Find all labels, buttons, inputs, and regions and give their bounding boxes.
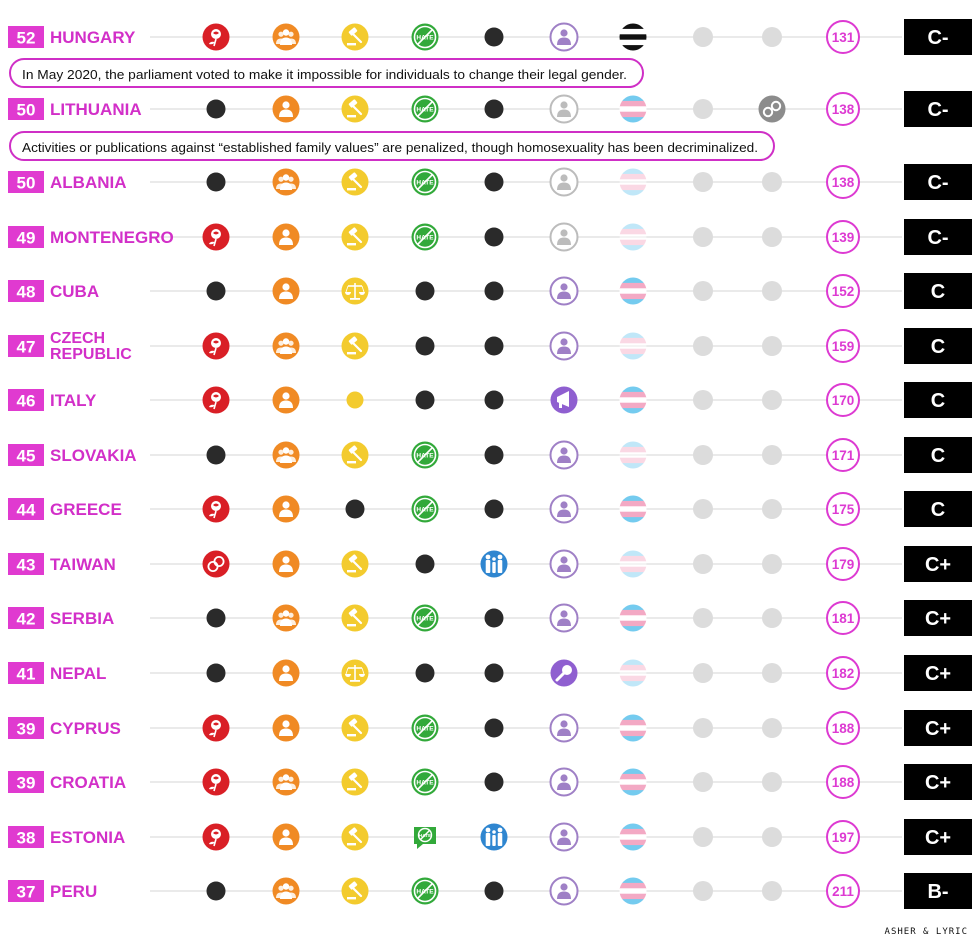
note-text: Activities or publications against “established family values” are penalized, though homosexuality has been decriminalized. (22, 140, 758, 155)
table-row (8, 655, 972, 691)
table-row (8, 382, 972, 418)
trans-flag (620, 605, 647, 632)
no-hate-icon (412, 442, 439, 469)
score-value: 179 (831, 557, 855, 572)
svg-text:HATE: HATE (416, 234, 434, 242)
table-row (8, 19, 972, 55)
country-note (10, 132, 774, 160)
country-name: TAIWAN (50, 555, 116, 574)
score-value: 197 (831, 830, 855, 845)
rank-label: 48 (16, 282, 36, 302)
dot (416, 664, 435, 683)
table-row (8, 764, 972, 800)
note-text: In May 2020, the parliament voted to make it impossible for individuals to change their legal gender. (22, 67, 627, 82)
empty (693, 336, 713, 356)
grade-label: C+ (924, 718, 952, 740)
empty (762, 227, 782, 247)
person-icon (551, 278, 578, 305)
grade-label: B- (927, 881, 949, 903)
empty (693, 281, 713, 301)
gavel-icon (342, 824, 369, 851)
dot (207, 173, 226, 192)
grade-label: C- (927, 99, 949, 121)
country-name: GREECE (50, 500, 122, 519)
person-icon (551, 496, 578, 523)
dot (485, 719, 504, 738)
rank-label: 45 (16, 446, 36, 466)
gavel-icon (342, 333, 369, 360)
dot (207, 446, 226, 465)
score-value: 138 (831, 175, 855, 190)
table-row (8, 273, 972, 309)
handcuffs-icon (759, 96, 786, 123)
country-name: CUBA (50, 282, 100, 301)
person-icon (273, 551, 300, 578)
grade-label: C+ (924, 554, 952, 576)
gavel-icon (342, 605, 369, 632)
person-icon (551, 24, 578, 51)
rank-label: 37 (16, 882, 36, 902)
trans-flag (620, 496, 647, 523)
rank-label: 43 (16, 555, 36, 575)
family-icon (481, 551, 508, 578)
svg-text:HATE: HATE (416, 34, 434, 42)
table-row (8, 437, 972, 473)
empty (762, 172, 782, 192)
table-row (8, 491, 972, 527)
score-value: 175 (831, 502, 855, 517)
score-value: 170 (831, 393, 855, 408)
grade-label: C- (927, 27, 949, 49)
rank-label: 39 (16, 719, 36, 739)
trans-flag (620, 278, 647, 305)
rank-label: 44 (16, 500, 36, 520)
svg-text:HATE: HATE (416, 615, 434, 623)
empty (693, 445, 713, 465)
dot (416, 391, 435, 410)
dot (485, 228, 504, 247)
group-icon (273, 769, 300, 796)
hate-chat-icon (414, 827, 436, 849)
trans-flag (620, 387, 647, 414)
scales-icon (342, 278, 369, 305)
dot (207, 100, 226, 119)
svg-text:HATE: HATE (416, 779, 434, 787)
empty (693, 499, 713, 519)
empty (693, 172, 713, 192)
gavel-icon (342, 96, 369, 123)
score-value: 211 (832, 884, 854, 899)
score-value: 188 (831, 775, 855, 790)
person-icon (551, 333, 578, 360)
person-icon (551, 442, 578, 469)
gavel-icon (342, 24, 369, 51)
country-name: SLOVAKIA (50, 446, 137, 465)
group-icon (273, 605, 300, 632)
microphone-icon (551, 660, 578, 687)
grade-label: C+ (924, 608, 952, 630)
score-value: 159 (831, 339, 855, 354)
rose-icon (203, 769, 230, 796)
dot (416, 337, 435, 356)
person-icon (551, 551, 578, 578)
table-row (8, 819, 972, 855)
svg-text:HATE: HATE (416, 452, 434, 460)
empty (762, 663, 782, 683)
person-icon (273, 660, 300, 687)
no-hate-icon (412, 96, 439, 123)
score-value: 188 (831, 721, 855, 736)
empty (762, 772, 782, 792)
empty (762, 554, 782, 574)
person-icon (273, 496, 300, 523)
country-name: CZECH (50, 330, 106, 347)
empty (762, 336, 782, 356)
gavel-icon (342, 224, 369, 251)
rank-label: 42 (16, 609, 36, 629)
trans-flag (620, 96, 647, 123)
svg-text:HATE: HATE (416, 179, 434, 187)
country-name: CYPRUS (50, 719, 121, 738)
empty (693, 881, 713, 901)
empty (762, 827, 782, 847)
svg-text:HATE: HATE (418, 834, 432, 839)
empty (762, 445, 782, 465)
grade-label: C (930, 499, 946, 521)
rank-label: 49 (16, 228, 36, 248)
trans-flag-faded (620, 169, 647, 196)
grade-label: C (930, 336, 946, 358)
gavel-icon (342, 551, 369, 578)
score-value: 171 (831, 448, 855, 463)
grade-label: C- (927, 172, 949, 194)
empty (693, 227, 713, 247)
grade-label: C (930, 281, 946, 303)
dot (485, 609, 504, 628)
trans-flag-faded (620, 660, 647, 687)
table-row (8, 328, 972, 364)
no-hate-icon (412, 224, 439, 251)
country-note (10, 59, 643, 87)
grade-label: C+ (924, 663, 952, 685)
empty (693, 718, 713, 738)
table-row (8, 546, 972, 582)
dot (485, 337, 504, 356)
no-hate-icon (412, 24, 439, 51)
family-icon (481, 824, 508, 851)
rings-icon (203, 551, 230, 578)
dot (207, 282, 226, 301)
dot (485, 173, 504, 192)
table-row (8, 600, 972, 636)
table-row (8, 710, 972, 746)
rank-label: 41 (16, 664, 36, 684)
grade-label: C+ (924, 772, 952, 794)
score-value: 152 (831, 284, 855, 299)
group-icon (273, 333, 300, 360)
person-icon (551, 769, 578, 796)
group-icon (273, 878, 300, 905)
dot (416, 555, 435, 574)
dot (485, 773, 504, 792)
svg-text:HATE: HATE (416, 106, 434, 114)
grade-label: C (930, 445, 946, 467)
country-name: LITHUANIA (50, 100, 142, 119)
svg-text:HATE: HATE (416, 888, 434, 896)
empty (693, 99, 713, 119)
empty (693, 827, 713, 847)
credit-label: ASHER & LYRIC (884, 927, 968, 937)
empty (762, 499, 782, 519)
trans-flag-faded (620, 551, 647, 578)
empty (762, 881, 782, 901)
gavel-icon (342, 442, 369, 469)
group-icon (273, 442, 300, 469)
person-icon-faded (551, 224, 578, 251)
trans-flag (620, 824, 647, 851)
gavel-icon (342, 715, 369, 742)
table-row (8, 873, 972, 909)
dot (207, 664, 226, 683)
no-hate-icon (412, 769, 439, 796)
empty (762, 608, 782, 628)
table-row (8, 91, 972, 127)
dot (485, 664, 504, 683)
trans-flag (620, 769, 647, 796)
no-hate-icon (412, 169, 439, 196)
rank-label: 50 (16, 100, 36, 120)
rose-icon (203, 496, 230, 523)
gavel-icon (342, 769, 369, 796)
dot (485, 882, 504, 901)
dot (416, 282, 435, 301)
dot (485, 28, 504, 47)
no-hate-icon (412, 878, 439, 905)
person-icon (551, 878, 578, 905)
person-icon (273, 278, 300, 305)
score-value: 139 (831, 230, 855, 245)
score-value: 138 (831, 102, 855, 117)
country-name: NEPAL (50, 664, 107, 683)
person-icon (551, 824, 578, 851)
empty (762, 27, 782, 47)
rose-icon (203, 387, 230, 414)
trans-flag (620, 715, 647, 742)
rose-icon (203, 24, 230, 51)
rank-label: 39 (16, 773, 36, 793)
empty (693, 27, 713, 47)
trans-flag-faded (620, 442, 647, 469)
country-name: HUNGARY (50, 28, 136, 47)
svg-text:HATE: HATE (416, 506, 434, 514)
grade-label: C+ (924, 827, 952, 849)
trans-flag-faded (620, 333, 647, 360)
person-icon (273, 824, 300, 851)
megaphone-icon (551, 387, 578, 414)
rose-icon (203, 824, 230, 851)
empty (693, 390, 713, 410)
rank-label: 47 (16, 337, 36, 357)
dot (485, 500, 504, 519)
small-dot (347, 392, 364, 409)
rank-label: 38 (16, 828, 36, 848)
person-icon-faded (551, 96, 578, 123)
person-icon (273, 387, 300, 414)
score-value: 131 (831, 30, 855, 45)
rose-icon (203, 333, 230, 360)
empty (693, 772, 713, 792)
gavel-icon (342, 878, 369, 905)
empty (693, 608, 713, 628)
country-name: CROATIA (50, 773, 127, 792)
country-name: SERBIA (50, 609, 115, 628)
empty (762, 281, 782, 301)
rose-icon (203, 715, 230, 742)
person-icon (273, 96, 300, 123)
group-icon (273, 24, 300, 51)
country-name: ESTONIA (50, 828, 126, 847)
country-name: ALBANIA (50, 173, 127, 192)
dot (485, 282, 504, 301)
striped-flag (620, 24, 647, 51)
person-icon (273, 224, 300, 251)
dot (485, 100, 504, 119)
no-hate-icon (412, 715, 439, 742)
dot (207, 882, 226, 901)
score-value: 182 (831, 666, 855, 681)
person-icon (551, 715, 578, 742)
group-icon (273, 169, 300, 196)
trans-flag-faded (620, 224, 647, 251)
empty (762, 718, 782, 738)
grade-label: C (930, 390, 946, 412)
country-name: REPUBLIC (50, 346, 132, 363)
no-hate-icon (412, 496, 439, 523)
person-icon (551, 605, 578, 632)
empty (762, 390, 782, 410)
table-row (8, 219, 972, 255)
dot (485, 391, 504, 410)
score-value: 181 (831, 611, 855, 626)
rank-label: 52 (16, 28, 36, 48)
trans-flag (620, 878, 647, 905)
no-hate-icon (412, 605, 439, 632)
gavel-icon (342, 169, 369, 196)
country-name: ITALY (50, 391, 97, 410)
dot (207, 609, 226, 628)
svg-text:HATE: HATE (416, 725, 434, 733)
rank-label: 46 (16, 391, 36, 411)
country-name: PERU (50, 882, 98, 901)
person-icon-faded (551, 169, 578, 196)
scales-icon (342, 660, 369, 687)
person-icon (273, 715, 300, 742)
rose-icon (203, 224, 230, 251)
empty (693, 663, 713, 683)
country-name: MONTENEGRO (50, 228, 174, 247)
table-row (8, 164, 972, 200)
empty (693, 554, 713, 574)
dot (346, 500, 365, 519)
rank-label: 50 (16, 173, 36, 193)
dot (485, 446, 504, 465)
grade-label: C- (927, 227, 949, 249)
